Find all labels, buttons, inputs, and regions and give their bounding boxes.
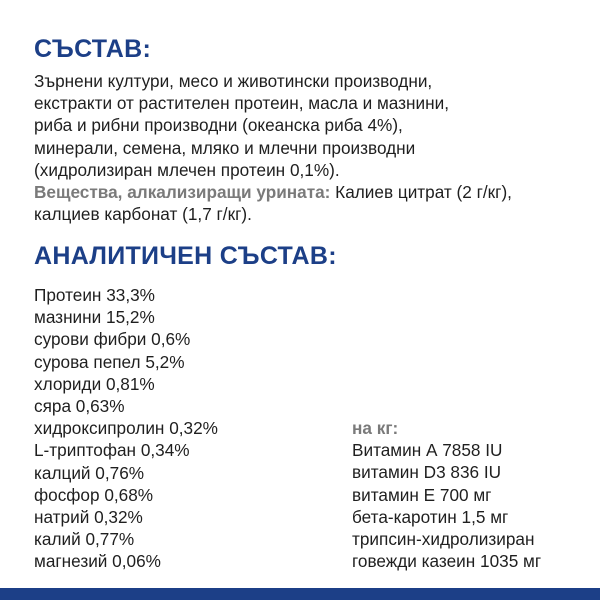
per-kg-title: на кг: xyxy=(352,418,399,438)
analytic-item: хлориди 0,81% xyxy=(34,373,155,394)
per-kg-list xyxy=(352,417,541,572)
substances-text: Калиев цитрат (2 г/кг), xyxy=(330,182,512,203)
analytic-item: сурови фибри 0,6% xyxy=(34,329,191,350)
composition-line: минерали, семена, мляко и млечни производни xyxy=(34,137,416,158)
substances-line-2: калциев карбонат (1,7 г/кг). xyxy=(34,204,252,225)
analytic-item: калий 0,77% xyxy=(34,529,135,550)
per-kg-item: Витамин А 7858 IU xyxy=(352,440,503,461)
analytic-item: сурова пепел 5,2% xyxy=(34,351,185,372)
composition-line: екстракти от растителен протеин, масла и мазнини, xyxy=(34,93,450,114)
substances-label: Вещества, алкализиращи урината: xyxy=(34,182,331,203)
per-kg-item: витамин D3 836 IU xyxy=(352,462,502,483)
analytic-item: Протеин 33,3% xyxy=(34,285,155,305)
composition-text xyxy=(34,70,594,225)
per-kg-item: бета-каротин 1,5 мг xyxy=(352,506,509,527)
composition-line: Зърнени култури, месо и животински производни, xyxy=(34,71,433,91)
analytic-item: натрий 0,32% xyxy=(34,507,143,528)
per-kg-item: трипсин-хидролизиран xyxy=(352,529,535,550)
analytic-list xyxy=(34,284,218,573)
analytic-item: сяра 0,63% xyxy=(34,396,125,417)
per-kg-item: говежди казеин 1035 мг xyxy=(352,551,542,572)
analytic-item: L-триптофан 0,34% xyxy=(34,440,190,461)
analytic-item: калций 0,76% xyxy=(34,462,145,483)
analytic-heading: АНАЛИТИЧЕН СЪСТАВ: xyxy=(34,242,337,270)
composition-heading: СЪСТАВ: xyxy=(34,35,152,63)
analytic-item: мазнини 15,2% xyxy=(34,307,155,328)
analytic-item: магнезий 0,06% xyxy=(34,551,161,572)
substances-line xyxy=(34,181,594,203)
per-kg-item: витамин Е 700 мг xyxy=(352,484,492,505)
composition-line: (хидролизиран млечен протеин 0,1%). xyxy=(34,159,340,180)
composition-line: риба и рибни производни (океанска риба 4%), xyxy=(34,115,403,136)
analytic-item: фосфор 0,68% xyxy=(34,484,154,505)
bottom-bar xyxy=(0,588,600,600)
analytic-item: хидроксипролин 0,32% xyxy=(34,418,218,439)
